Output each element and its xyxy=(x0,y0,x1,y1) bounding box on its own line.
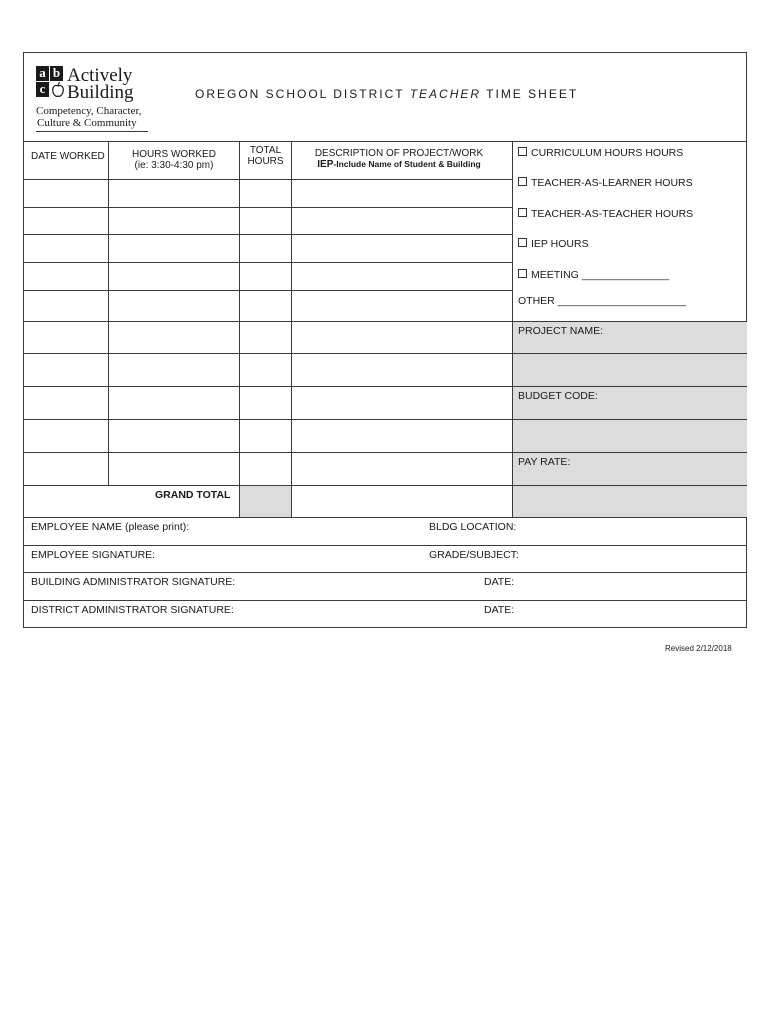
col-header-date-worked: DATE WORKED xyxy=(31,151,105,162)
option-other[interactable]: OTHER ______________________ xyxy=(518,295,687,307)
checkbox[interactable] xyxy=(518,208,527,217)
col-header-hours-worked: HOURS WORKED (ie: 3:30-4:30 pm) xyxy=(132,149,216,171)
building-admin-signature-label: BUILDING ADMINISTRATOR SIGNATURE: xyxy=(31,576,236,588)
logo-tagline-1: Competency, Character, xyxy=(36,105,142,117)
employee-name-label: EMPLOYEE NAME (please print): xyxy=(31,521,190,533)
row-line xyxy=(24,419,747,420)
bldg-location-label: BLDG LOCATION: xyxy=(429,521,517,533)
date-label-2: DATE: xyxy=(484,604,515,616)
row-line xyxy=(24,600,747,601)
pay-rate-shade-2 xyxy=(512,485,747,517)
page-title: OREGON SCHOOL DISTRICT TEACHER TIME SHEET xyxy=(195,87,579,101)
option-meeting[interactable]: MEETING _______________ xyxy=(518,269,669,281)
checkbox[interactable] xyxy=(518,147,527,156)
grand-total-hours-shade xyxy=(239,485,291,517)
checkbox[interactable] xyxy=(518,269,527,278)
district-admin-signature-label: DISTRICT ADMINISTRATOR SIGNATURE: xyxy=(31,604,234,616)
option-teacher-as-teacher[interactable]: TEACHER-AS-TEACHER HOURS xyxy=(518,208,693,220)
col-line xyxy=(239,141,240,517)
col-header-total-hours: TOTAL HOURS xyxy=(247,145,284,167)
timesheet-form xyxy=(23,52,747,628)
checkbox[interactable] xyxy=(518,238,527,247)
date-label-1: DATE: xyxy=(484,576,515,588)
revision-date: Revised 2/12/2018 xyxy=(665,644,732,653)
logo-letter-a: a xyxy=(36,66,49,81)
logo-underline xyxy=(36,131,148,132)
row-line xyxy=(24,485,747,486)
col-line xyxy=(291,141,292,517)
budget-code-label: BUDGET CODE: xyxy=(518,390,598,402)
col-line xyxy=(512,141,513,517)
budget-code-shade-2 xyxy=(512,419,747,452)
row-line xyxy=(24,572,747,573)
row-line xyxy=(24,321,747,322)
header-divider xyxy=(24,141,747,142)
row-line xyxy=(24,545,747,546)
grand-total-label: GRAND TOTAL xyxy=(155,489,231,501)
employee-signature-label: EMPLOYEE SIGNATURE: xyxy=(31,549,156,561)
option-iep-hours[interactable]: IEP HOURS xyxy=(518,238,589,250)
checkbox[interactable] xyxy=(518,177,527,186)
grade-subject-label: GRADE/SUBJECT: xyxy=(429,549,519,561)
row-line xyxy=(24,262,512,263)
logo-tagline-2: Culture & Community xyxy=(37,117,137,129)
row-line xyxy=(24,353,747,354)
col-line xyxy=(108,141,109,485)
col-header-description: DESCRIPTION OF PROJECT/WORK IEP-Include Name of Student & Building xyxy=(314,148,484,170)
option-teacher-as-learner[interactable]: TEACHER-AS-LEARNER HOURS xyxy=(518,177,693,189)
logo-word-actively: Actively xyxy=(67,65,133,86)
apple-icon xyxy=(51,82,65,98)
logo-letter-b: b xyxy=(50,66,63,81)
row-line xyxy=(24,386,747,387)
row-line xyxy=(24,207,512,208)
row-line xyxy=(24,517,747,518)
row-line xyxy=(24,290,512,291)
row-line xyxy=(24,452,747,453)
option-curriculum[interactable]: CURRICULUM HOURS HOURS xyxy=(518,147,683,159)
pay-rate-label: PAY RATE: xyxy=(518,456,571,468)
logo-word-building: Building xyxy=(67,82,134,103)
project-name-label: PROJECT NAME: xyxy=(518,325,603,337)
row-line xyxy=(24,234,512,235)
project-name-shade-2 xyxy=(512,353,747,386)
logo-letter-c: c xyxy=(36,82,49,97)
row-line xyxy=(24,179,512,180)
